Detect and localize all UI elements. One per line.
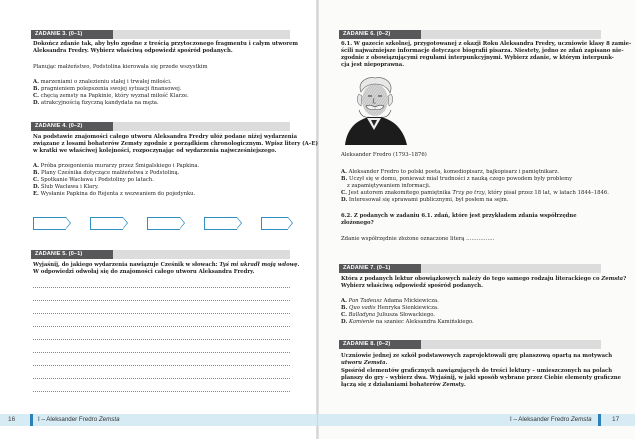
task-6-question-line-3: zgodnie z obowiązującymi regułami interpunkcyjnymi. Wybierz zdanie, w którym interpunk-: [341, 55, 614, 61]
answer-line[interactable]: [33, 300, 290, 301]
task-3-question-line-1: Dokończ zdanie tak, aby było zgodne z treścią przytoczonego fragmentu i całym utworem: [33, 41, 298, 47]
answer-line[interactable]: [33, 391, 290, 392]
task-7-option-a[interactable]: A. Pan Tadeusz Adama Mickiewicza.: [341, 298, 439, 304]
left-footer-accent: [30, 414, 33, 426]
task-4-option-d: D. Ślub Wacława i Klary.: [33, 184, 99, 190]
task-4-question-line-2: związane z losami bohaterów Zemsty zgodnie z porządkiem chronologicznym. Wpisz litery (A–E): [33, 141, 318, 147]
task-3-header-bar: [113, 30, 290, 39]
task-4-option-e: E. Wysłanie Papkina do Rejenta z wezwaniem do pojedynku.: [33, 191, 196, 197]
answer-arrow-box-4[interactable]: [204, 217, 237, 230]
task-7-option-d[interactable]: D. Kamienie na szaniec Aleksandra Kamińskiego.: [341, 319, 474, 325]
task-7-question-line-1: Która z podanych lektur obowiązkowych należy do tego samego rodzaju literackiego co Zemsta?: [341, 276, 627, 282]
fredro-portrait-image: [337, 70, 412, 145]
right-footer-title: I – Aleksander Fredro Zemsta: [510, 416, 592, 423]
task-3-option-d[interactable]: D. atrakcyjnością fizyczną kandydata na męża.: [33, 100, 159, 106]
task-8-question-line-5: łączą się z działaniami bohaterów Zemsty.: [341, 382, 466, 388]
task-3-stem: Planując małżeństwo, Podstolina kierowała się przede wszystkim: [33, 64, 208, 70]
task-8-header-bar: [421, 340, 601, 349]
answer-line[interactable]: [33, 287, 290, 288]
task-6-option-c[interactable]: C. Jest autorem znakomitego pamiętnika Trzy po trzy, który pisał przez 18 lat, w latach 1844–1846.: [341, 190, 609, 196]
answer-line[interactable]: [33, 326, 290, 327]
task-6-question-line-4: cja jest niepoprawna.: [341, 62, 405, 68]
task-7-option-c[interactable]: C. Balladyna Juliusza Słowackiego.: [341, 312, 435, 318]
task-6-option-a[interactable]: A. Aleksander Fredro to polski poeta, komediopisarz, bajkopisarz i pamiętnikarz.: [341, 169, 560, 175]
answer-arrow-box-2[interactable]: [90, 217, 123, 230]
task-4-option-c: C. Spotkanie Wacława i Podstoliny po latach.: [33, 177, 154, 183]
task-8-question-line-4: planszy do gry – wybierz dwa. Wyjaśnij, w jaki sposób wybrane przez Ciebie elementy graficzne: [341, 375, 621, 381]
task-7-question-line-2: Wybierz właściwą odpowiedź spośród podanych.: [341, 283, 483, 289]
task-4-header-bar: [113, 122, 290, 131]
book-spine: [316, 0, 319, 439]
left-footer-title: I – Aleksander Fredro Zemsta: [38, 416, 120, 423]
answer-arrow-box-3[interactable]: [147, 217, 180, 230]
task-8-question-line-2: utworu Zemsta.: [341, 360, 388, 366]
task-4-question-line-3: w kratki we właściwej kolejności, rozpoczynając od wydarzenia najwcześniejszego.: [33, 148, 277, 154]
task-6-option-d[interactable]: D. Interesował się sprawami publicznymi, był posłem na sejm.: [341, 197, 509, 203]
task-4-option-a: A. Próba przegonienia murarzy przez Śmigalskiego i Papkina.: [33, 163, 200, 169]
task-6-question-line-1: 6.1. W gazecie szkolnej, przygotowanej z okazji Roku Aleksandra Fredry, uczniowie klasy 8 zamie-: [341, 41, 632, 47]
task-5-question-line-1: Wyjaśnij, do jakiego wydarzenia nawiązuje Cześnik w słowach: Tyś mi ukradł moją wdowę.: [33, 262, 300, 268]
answer-line[interactable]: [33, 378, 290, 379]
portrait-caption: Aleksander Fredro (1793–1876): [341, 152, 427, 158]
answer-line[interactable]: [33, 365, 290, 366]
answer-arrow-box-5[interactable]: [261, 217, 288, 230]
task-4-option-b: B. Plany Cześnika dotyczące małżeństwa z Podstoliną.: [33, 170, 180, 176]
task-6-option-b[interactable]: B. Uczył się w domu, ponieważ miał trudności z nauką czego powodem były problemy: [341, 176, 573, 182]
task-4-question-line-1: Na podstawie znajomości całego utworu Aleksandra Fredry ułóż podane niżej wydarzenia: [33, 134, 298, 140]
task-6-2-question-line-1: 6.2. Z podanych w zadaniu 6.1. zdań, które jest przykładem zdania współrzędne: [341, 213, 577, 219]
task-6-header-bar: [421, 30, 601, 39]
task-5-header: ZADANIE 5. (0–1): [31, 250, 113, 259]
task-7-header: ZADANIE 7. (0–1): [339, 264, 421, 273]
left-page-number: 16: [8, 416, 16, 423]
task-8-question-line-1: Uczniowie jednej ze szkół podstawowych zaprojektowali grę planszową opartą na motywach: [341, 353, 613, 359]
task-5-question-line-2: W odpowiedzi odwołaj się do znajomości całego utworu Aleksandra Fredry.: [33, 269, 255, 275]
task-6-2-answer-field[interactable]: Zdanie współrzędnie złożone oznaczone literą …………….: [341, 236, 495, 242]
task-4-header: ZADANIE 4. (0–2): [31, 122, 113, 131]
task-6-question-line-2: ścili najważniejsze informacje dotyczące biografii pisarza. Niestety, jedno ze zdań zapisano nie-: [341, 48, 624, 54]
task-3-option-c[interactable]: C. chęcią zemsty na Papkinie, który wyznał miłość Klarze.: [33, 93, 189, 99]
task-3-option-b[interactable]: B. pragnieniem polepszenia swojej sytuacji finansowej.: [33, 86, 182, 92]
answer-line[interactable]: [33, 313, 290, 314]
task-7-option-b[interactable]: B. Quo vadis Henryka Sienkiewicza.: [341, 305, 439, 311]
task-3-option-a[interactable]: A. marzeniami o znalezieniu stałej i trwałej miłości.: [33, 79, 172, 85]
task-8-question-line-3: Spośród elementów graficznych nawiązujących do treści lektury – umieszczonych na polach: [341, 368, 613, 374]
task-7-header-bar: [421, 264, 601, 273]
task-6-2-question-line-2: złożonego?: [341, 220, 374, 226]
task-6-header: ZADANIE 6. (0–2): [339, 30, 421, 39]
task-8-header: ZADANIE 8. (0–2): [339, 340, 421, 349]
task-5-header-bar: [113, 250, 290, 259]
right-page-number: 17: [612, 416, 620, 423]
answer-line[interactable]: [33, 352, 290, 353]
task-6-option-b-continued: z zapamiętywaniem informacji.: [347, 183, 431, 189]
task-3-header: ZADANIE 3. (0–1): [31, 30, 113, 39]
right-footer-accent: [598, 414, 601, 426]
answer-line[interactable]: [33, 339, 290, 340]
answer-arrow-box-1[interactable]: [33, 217, 66, 230]
task-3-question-line-2: Aleksandra Fredry. Wybierz właściwą odpowiedź spośród podanych.: [33, 48, 233, 54]
